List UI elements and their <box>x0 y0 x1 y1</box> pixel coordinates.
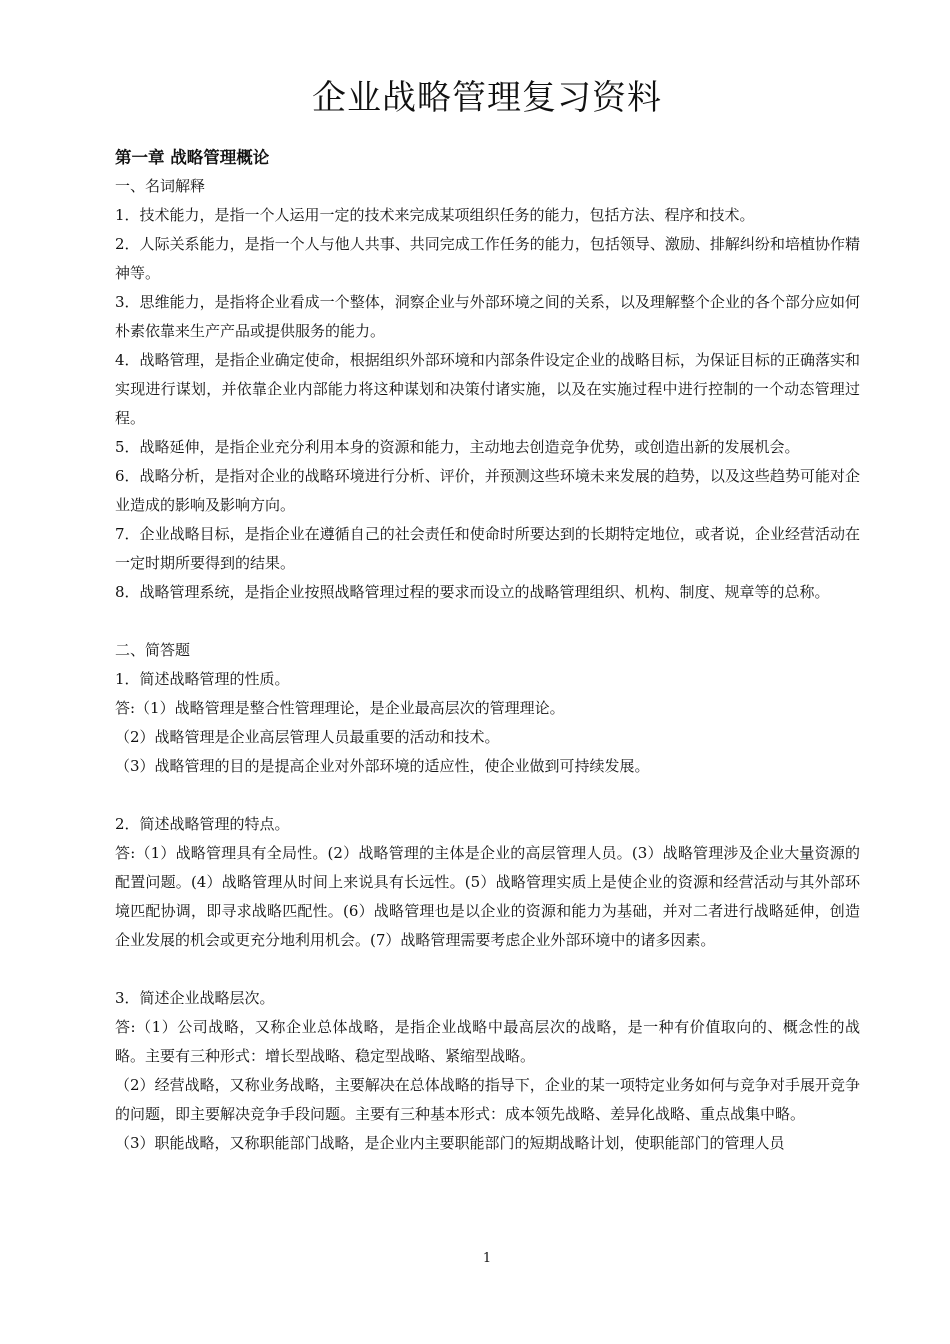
definition-item: 2．人际关系能力，是指一个人与他人共事、共同完成工作任务的能力，包括领导、激励、排解纠纷和培植协作精神等。 <box>115 235 860 282</box>
definition-item: 8．战略管理系统，是指企业按照战略管理过程的要求而设立的战略管理组织、机构、制度、规章等的总称。 <box>115 583 830 601</box>
paragraph-spacer <box>115 607 860 636</box>
answer-line: （2）战略管理是企业高层管理人员最重要的活动和技术。 <box>115 728 500 746</box>
answer-line: （3）战略管理的目的是提高企业对外部环境的适应性，使企业做到可持续发展。 <box>115 757 650 775</box>
paragraph-spacer <box>115 955 860 984</box>
question: 2．简述战略管理的特点。 <box>115 815 290 833</box>
answer-line: （2）经营战略，又称业务战略，主要解决在总体战略的指导下，企业的某一项特定业务如何与竞争对手展开竞争的问题，即主要解决竞争手段问题。主要有三种基本形式：成本领先战略、差异化战略、重点战集中略。 <box>115 1076 860 1123</box>
definition-item: 3．思维能力，是指将企业看成一个整体，洞察企业与外部环境之间的关系，以及理解整个企业的各个部分应如何朴素依靠来生产产品或提供服务的能力。 <box>115 293 860 340</box>
definition-item: 5．战略延伸，是指企业充分利用本身的资源和能力，主动地去创造竞争优势，或创造出新的发展机会。 <box>115 438 800 456</box>
definition-item: 1．技术能力，是指一个人运用一定的技术来完成某项组织任务的能力，包括方法、程序和技术。 <box>115 206 755 224</box>
paragraph-spacer <box>115 781 860 810</box>
section-heading-short-answer: 二、简答题 <box>115 641 191 659</box>
answer-line: 答:（1）公司战略，又称企业总体战略，是指企业战略中最高层次的战略，是一种有价值取向的、概念性的战略。主要有三种形式：增长型战略、稳定型战略、紧缩型战略。 <box>115 1018 860 1065</box>
answer-line: 答:（1）战略管理是整合性管理理论，是企业最高层次的管理理论。 <box>115 699 565 717</box>
section-heading-definitions: 一、名词解释 <box>115 177 206 195</box>
definition-item: 4．战略管理，是指企业确定使命，根据组织外部环境和内部条件设定企业的战略目标，为保证目标的正确落实和实现进行谋划，并依靠企业内部能力将这种谋划和决策付诸实施，以及在实施过程中进行控制的一个动态管理过程。 <box>115 351 860 427</box>
answer-line: 答:（1）战略管理具有全局性。(2）战略管理的主体是企业的高层管理人员。(3）战略管理涉及企业大量资源的配置问题。(4）战略管理从时间上来说具有长远性。(5）战略管理实质上是使企业的资源和经营活动与其外部环境匹配协调，即寻求战略匹配性。(6）战略管理也是以企业的资源和能力为基础，并对二者进行战略延伸，创造企业发展的机会或更充分地利用机会。(7）战略管理需要考虑企业外部环境中的诸多因素。 <box>115 844 860 949</box>
answer-line: （3）职能战略，又称职能部门战略，是企业内主要职能部门的短期战略计划，使职能部门的管理人员 <box>115 1134 785 1152</box>
page-number: 1 <box>482 1251 492 1266</box>
chapter-title: 第一章 战略管理概论 <box>115 148 270 167</box>
document-body <box>115 144 860 1158</box>
definition-item: 7．企业战略目标，是指企业在遵循自己的社会责任和使命时所要达到的长期特定地位，或者说，企业经营活动在一定时期所要得到的结果。 <box>115 525 860 572</box>
question: 3．简述企业战略层次。 <box>115 989 275 1007</box>
definition-item: 6．战略分析，是指对企业的战略环境进行分析、评价，并预测这些环境未来发展的趋势，以及这些趋势可能对企业造成的影响及影响方向。 <box>115 467 860 514</box>
document-title: 企业战略管理复习资料 <box>312 78 662 118</box>
question: 1．简述战略管理的性质。 <box>115 670 290 688</box>
